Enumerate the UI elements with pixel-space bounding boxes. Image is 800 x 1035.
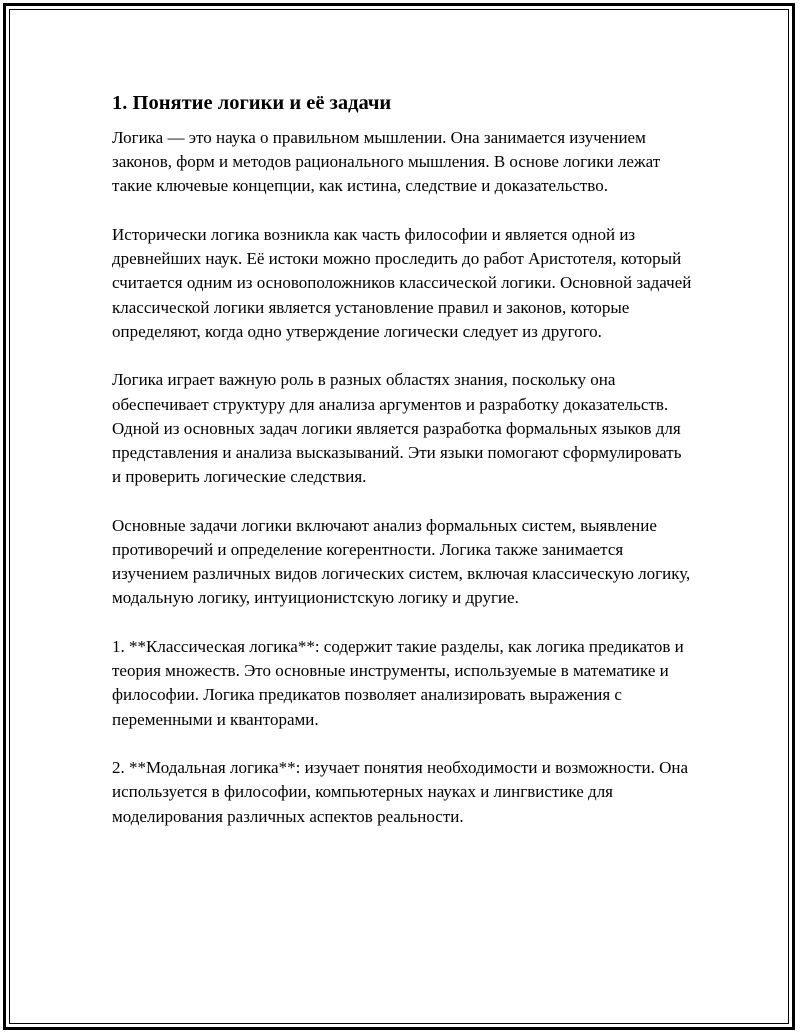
document-body — [112, 90, 692, 829]
paragraph-modal-logic: 2. **Модальная логика**: изучает понятия необходимости и возможности. Она используется в философии, компьютерных науках и лингвистике для моделирования различных аспектов реальности. — [112, 758, 689, 826]
paragraph-classical-logic: 1. **Классическая логика**: содержит такие разделы, как логика предикатов и теория множеств. Это основные инструменты, используемые в математике и философии. Логика предикатов позволяет анализировать выражения с переменными и кванторами. — [112, 637, 684, 729]
paragraph-history: Исторически логика возникла как часть философии и является одной из древнейших наук. Её истоки можно проследить до работ Аристотеля, который считается одним из основоположников классической логики. Основной задачей классической логики является установление правил и законов, которые определяют, когда одно утверждение логически следует из другого. — [112, 225, 692, 341]
paragraph-tasks: Основные задачи логики включают анализ формальных систем, выявление противоречий и определение когерентности. Логика также занимается изучением различных видов логических систем, включая классическую логику, модальную логику, интуиционистскую логику и другие. — [112, 515, 691, 608]
paragraph-definition: Логика — это наука о правильном мышлении. Она занимается изучением законов, форм и методов рационального мышления. В основе логики лежат такие ключевые концепции, как истина, следствие и доказательство. — [112, 128, 661, 196]
paragraph-role: Логика играет важную роль в разных областях знания, поскольку она обеспечивает структуру для анализа аргументов и разработку доказательств. Одной из основных задач логики является разработка формальных языков для представления и анализа высказываний. Эти языки помогают сформулировать и проверить логические следствия. — [112, 370, 682, 487]
section-title: 1. Понятие логики и её задачи — [112, 92, 392, 114]
